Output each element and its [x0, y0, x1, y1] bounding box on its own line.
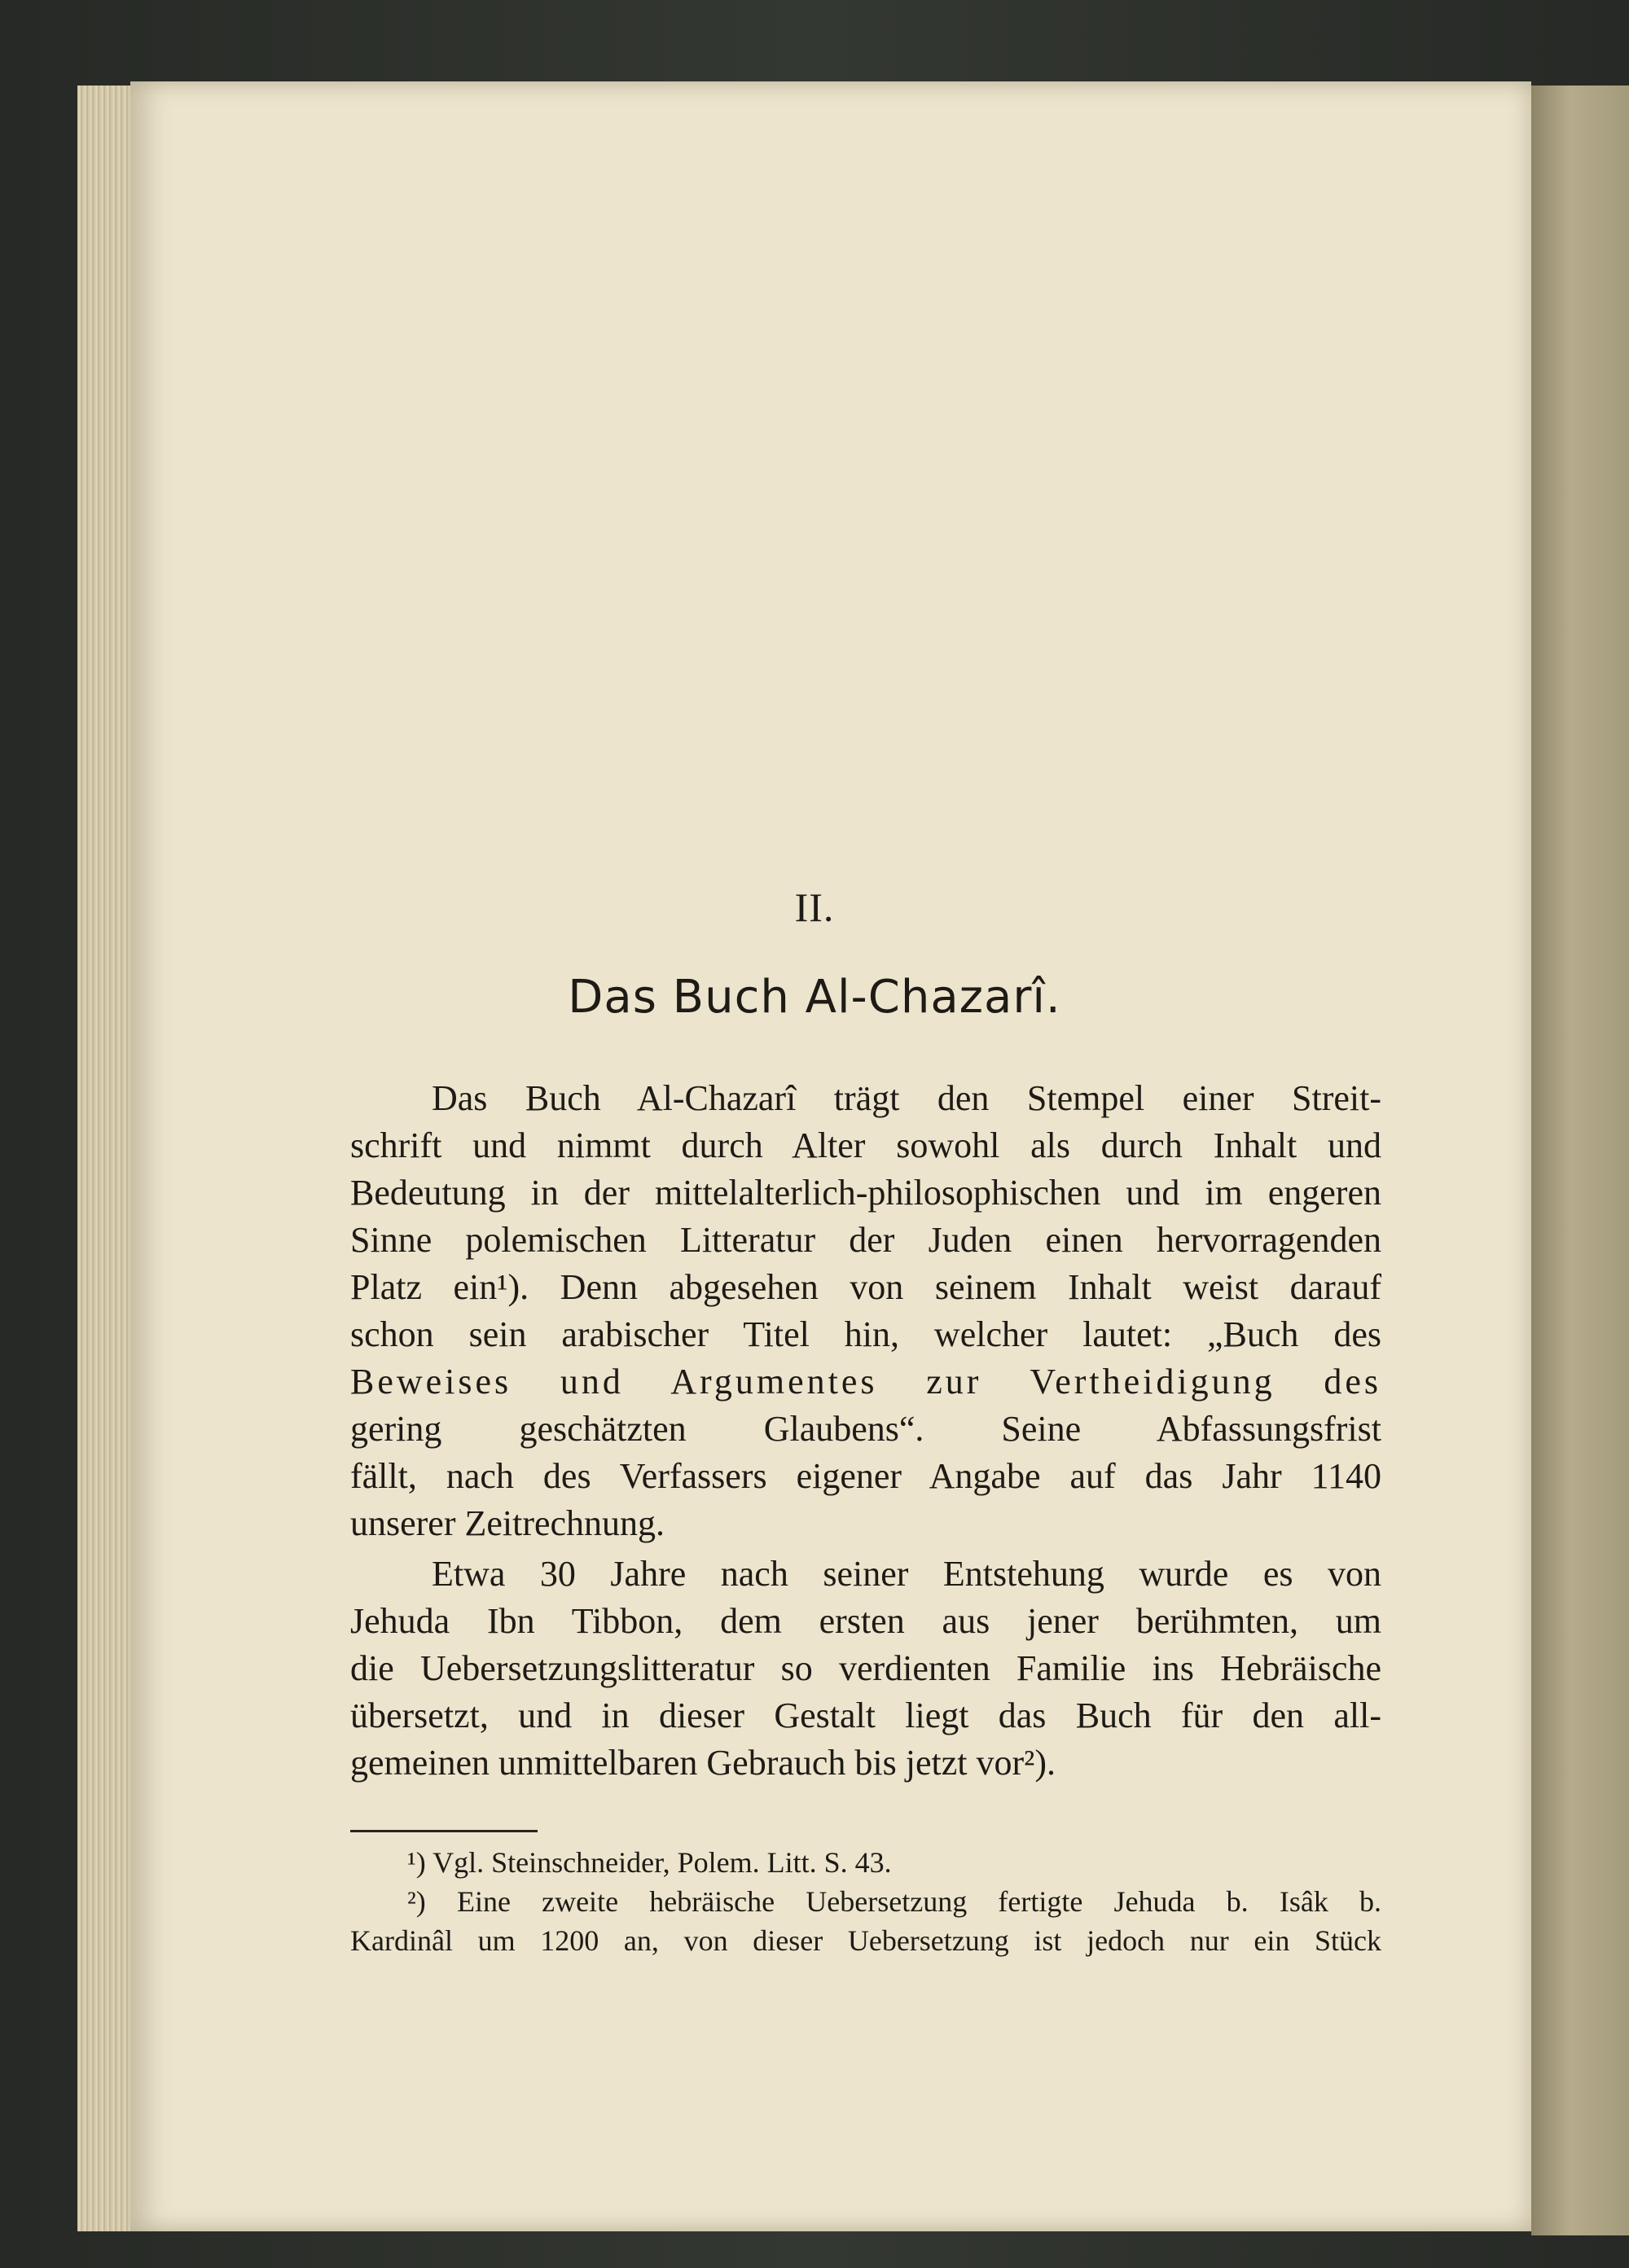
- paragraph-1: [350, 1075, 1381, 1547]
- text-line: Platz ein¹). Denn abgesehen von seinem Inhalt weist darauf: [350, 1267, 1381, 1307]
- paragraph-2: [350, 1551, 1381, 1787]
- footnote-2-continued: Kardinâl um 1200 an, von dieser Uebersetzung ist jedoch nur ein Stück: [350, 1924, 1381, 1957]
- text-line: schrift und nimmt durch Alter sowohl als durch Inhalt und: [350, 1125, 1381, 1165]
- footnotes: [350, 1843, 1381, 1960]
- text-line: unserer Zeitrechnung.: [350, 1503, 665, 1543]
- text-line: übersetzt, und in dieser Gestalt liegt das Buch für den all-: [350, 1696, 1381, 1735]
- footnote-rule: [350, 1830, 538, 1832]
- text-line: Sinne polemischen Litteratur der Juden einen hervorragenden: [350, 1220, 1381, 1260]
- text-line: fällt, nach des Verfassers eigener Angabe auf das Jahr 1140: [350, 1456, 1381, 1496]
- text-line: Beweises und Argumentes zur Vertheidigung des: [350, 1362, 1381, 1402]
- chapter-number: II.: [794, 884, 835, 930]
- text-line: Jehuda Ibn Tibbon, dem ersten aus jener berühmten, um: [350, 1601, 1381, 1641]
- text-line: schon sein arabischer Titel hin, welcher lautet: „Buch des: [350, 1314, 1381, 1354]
- text-line: Etwa 30 Jahre nach seiner Entstehung wurde es von: [432, 1554, 1381, 1594]
- chapter-title: Das Buch Al-Chazarî.: [568, 971, 1061, 1024]
- text-line: die Uebersetzungslitteratur so verdienten Familie ins Hebräische: [350, 1648, 1381, 1688]
- text-line: gemeinen unmittelbaren Gebrauch bis jetzt vor²).: [350, 1743, 1056, 1783]
- right-page-strip: [1531, 86, 1629, 2235]
- footnote-1: ¹) Vgl. Steinschneider, Polem. Litt. S. 43.: [407, 1846, 892, 1879]
- text-line: Bedeutung in der mittelalterlich-philosophischen und im engeren: [350, 1173, 1381, 1213]
- text-line: Das Buch Al-Chazarî trägt den Stempel einer Streit-: [432, 1078, 1381, 1118]
- footnote-2: ²) Eine zweite hebräische Uebersetzung fertigte Jehuda b. Isâk b.: [407, 1885, 1381, 1918]
- text-line: gering geschätzten Glaubens“. Seine Abfassungsfrist: [350, 1409, 1381, 1449]
- body-text: [350, 1075, 1381, 1787]
